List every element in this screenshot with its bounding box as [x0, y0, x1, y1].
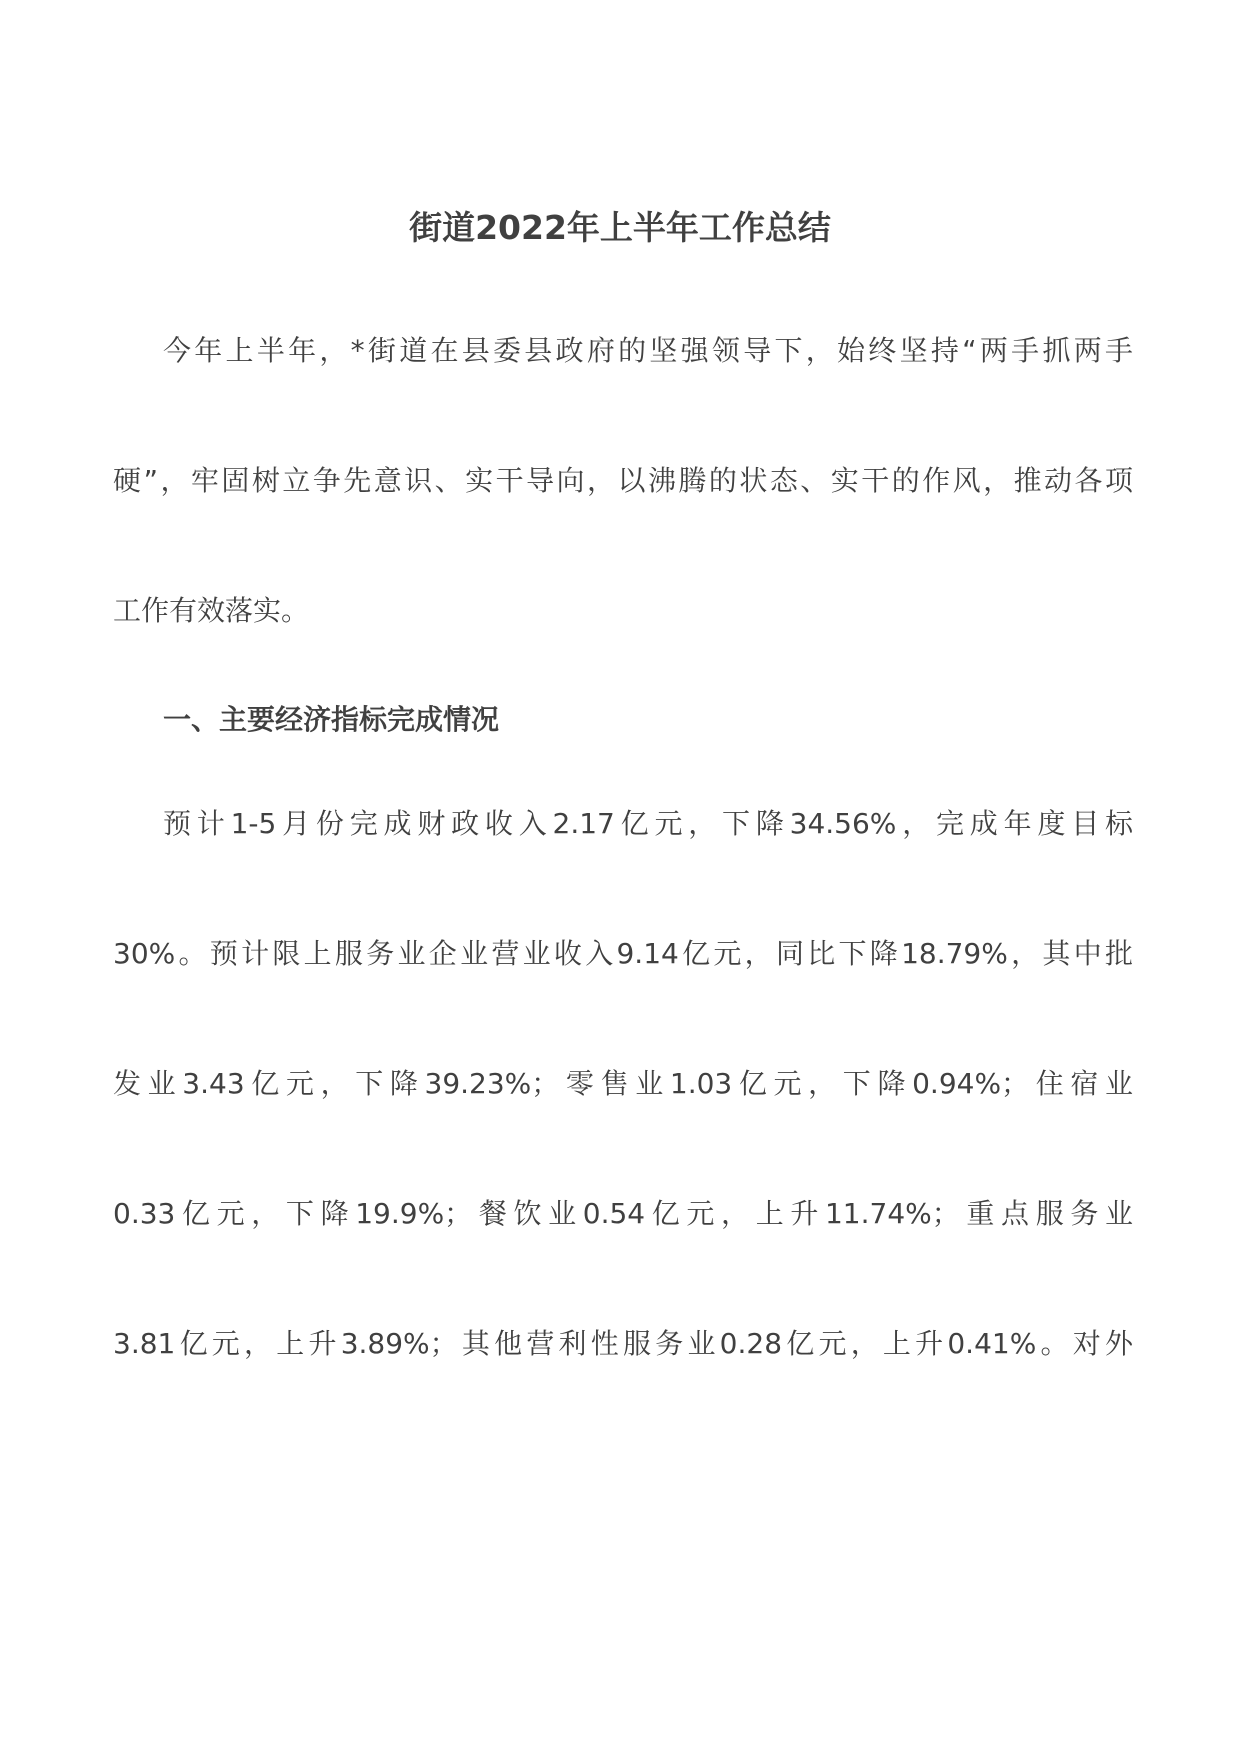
section-heading: 一、主要经济指标完成情况 — [163, 703, 500, 736]
document-title: 街道2022年上半年工作总结 — [409, 208, 831, 247]
paragraph-line: 今年上半年，*街道在县委县政府的坚强领导下，始终坚持“两手抓两手 — [163, 334, 1133, 367]
paragraph-line: 发业3.43亿元，下降39.23%；零售业1.03亿元，下降0.94%；住宿业 — [113, 1067, 1133, 1100]
paragraph-line: 30%。预计限上服务业企业营业收入9.14亿元，同比下降18.79%，其中批 — [113, 937, 1133, 970]
paragraph-line: 0.33亿元，下降19.9%；餐饮业0.54亿元，上升11.74%；重点服务业 — [113, 1197, 1133, 1230]
paragraph-line: 预计1-5月份完成财政收入2.17亿元，下降34.56%，完成年度目标 — [163, 807, 1133, 840]
paragraph-line: 工作有效落实。 — [113, 594, 310, 627]
paragraph-line: 3.81亿元，上升3.89%；其他营利性服务业0.28亿元，上升0.41%。对外 — [113, 1327, 1133, 1360]
paragraph-line: 硬”，牢固树立争先意识、实干导向，以沸腾的状态、实干的作风，推动各项 — [113, 464, 1133, 497]
